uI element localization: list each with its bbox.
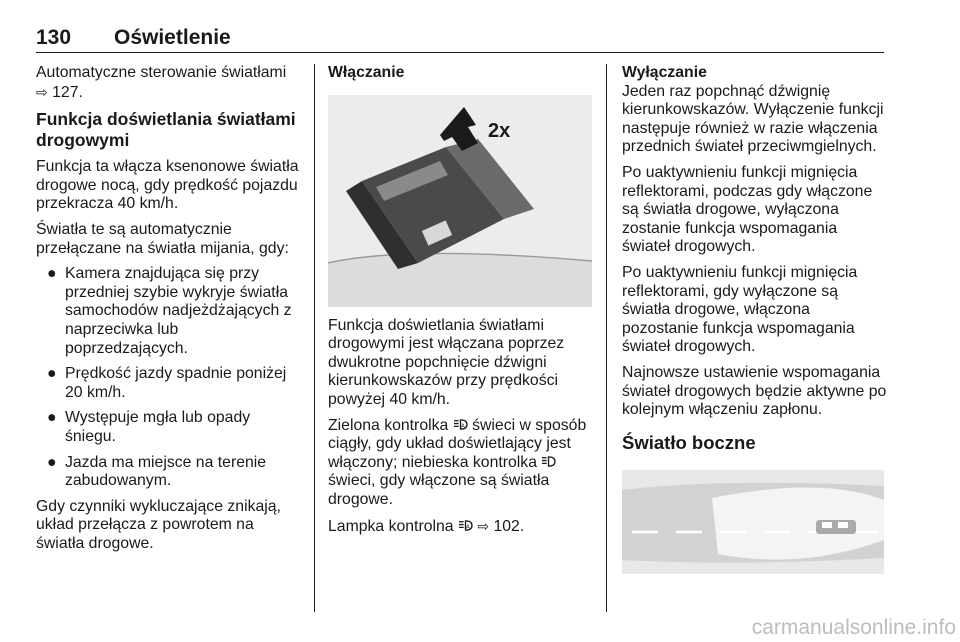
list-item-text: Kamera znajdująca się przy przedniej szybie wykryje światła samochodów nadjeżdżających z naprzeciwka lub poprzedzających. (65, 265, 292, 357)
column-3 (622, 64, 888, 574)
column-2 (328, 64, 592, 543)
paragraph: Jeden raz popchnąć dźwignię kierunkowskazów. Wyłączenie funkcji następuje również w razie włączenia przednich świateł przeciwmgielnych. (622, 82, 884, 156)
text-segment: świeci w sposób ciągły, gdy układ doświetlający jest włączony; niebieska kontrolka (328, 416, 587, 471)
svg-text:A: A (465, 523, 470, 530)
list-item-text: Jazda ma miejsce na terenie zabudowanym. (65, 453, 267, 490)
paragraph: Po uaktywnieniu funkcji mignięcia reflektorami, gdy wyłączone są światła drogowe, włączona pozostanie funkcja wspomagania świateł drogowych. (622, 263, 858, 356)
list-item (36, 409, 302, 446)
list-item (36, 454, 302, 491)
paragraph-indicators (328, 417, 592, 510)
section-heading-side-light: Światło boczne (622, 431, 756, 453)
page-ref-arrow-icon: ⇨ (477, 517, 490, 534)
column-divider-1 (314, 64, 315, 612)
paragraph: Światła te są automatycznie przełączane na światła mijania, gdy: (36, 220, 289, 257)
push-twice-label: 2x (488, 119, 511, 142)
paragraph-warning-light-ref (328, 517, 592, 537)
list-item-text: Występuje mgła lub opady śniegu. (65, 409, 251, 445)
paragraph: Po uaktywnieniu funkcji mignięcia reflektorami, podczas gdy włączone są światła drogowe, wyłączona zostanie funkcja wspomagania świateł drogowych. (622, 163, 873, 256)
list-item (36, 365, 302, 402)
paragraph: Najnowsze ustawienie wspomagania świateł drogowych będzie aktywne po kolejnym włączeniu zapłonu. (622, 363, 887, 419)
intro-paragraph (36, 64, 302, 102)
bullet-icon: ● (47, 453, 57, 471)
side-light-road-illustration (622, 470, 884, 574)
watermark: carmanualsonline.info (751, 616, 956, 639)
turn-signal-lever-illustration (328, 95, 592, 307)
page-ref-link[interactable]: 127. (52, 83, 83, 101)
header-rule (36, 52, 884, 53)
subheading-activation: Włączanie (328, 64, 405, 81)
text-segment: Zielona kontrolka (328, 416, 449, 434)
subheading-deactivation: Wyłączanie (622, 64, 707, 81)
page-ref-link[interactable]: 102. (493, 517, 525, 535)
section-heading-high-beam-assist: Funkcja doświetlania światłami drogowymi (36, 109, 296, 151)
text-segment: Lampka kontrolna (328, 517, 454, 535)
bullet-icon: ● (47, 409, 57, 427)
page-ref-arrow-icon: ⇨ (36, 83, 48, 100)
list-item-text: Prędkość jazdy spadnie poniżej 20 km/h. (65, 365, 287, 401)
column-divider-2 (606, 64, 607, 612)
paragraph: Funkcja doświetlania światłami drogowymi jest włączana poprzez dwukrotne popchnięcie dźwigni kierunkowskazów przy prędkości powyżej 40 km/h. (328, 316, 565, 408)
high-beam-assist-indicator-icon (453, 418, 468, 431)
paragraph: Gdy czynniki wykluczające znikają, układ przełącza z powrotem na światła drogowe. (36, 497, 281, 552)
paragraph: Funkcja ta włącza ksenonowe światła drogowe nocą, gdy prędkość pojazdu przekracza 40 km/h. (36, 158, 299, 213)
chapter-title: Oświetlenie (114, 26, 231, 49)
bullet-icon: ● (47, 265, 57, 283)
high-beam-assist-indicator-icon (458, 519, 473, 532)
intro-text: Automatyczne sterowanie światłami (36, 64, 287, 81)
svg-text:A: A (460, 422, 465, 429)
page-number: 130 (36, 26, 72, 49)
list-item (36, 265, 302, 358)
page-header (36, 26, 884, 50)
text-segment: świeci, gdy włączone są światła drogowe. (328, 472, 550, 508)
column-1 (36, 64, 302, 560)
bullet-icon: ● (47, 365, 57, 383)
high-beam-indicator-icon (541, 455, 556, 468)
condition-list (36, 265, 302, 491)
